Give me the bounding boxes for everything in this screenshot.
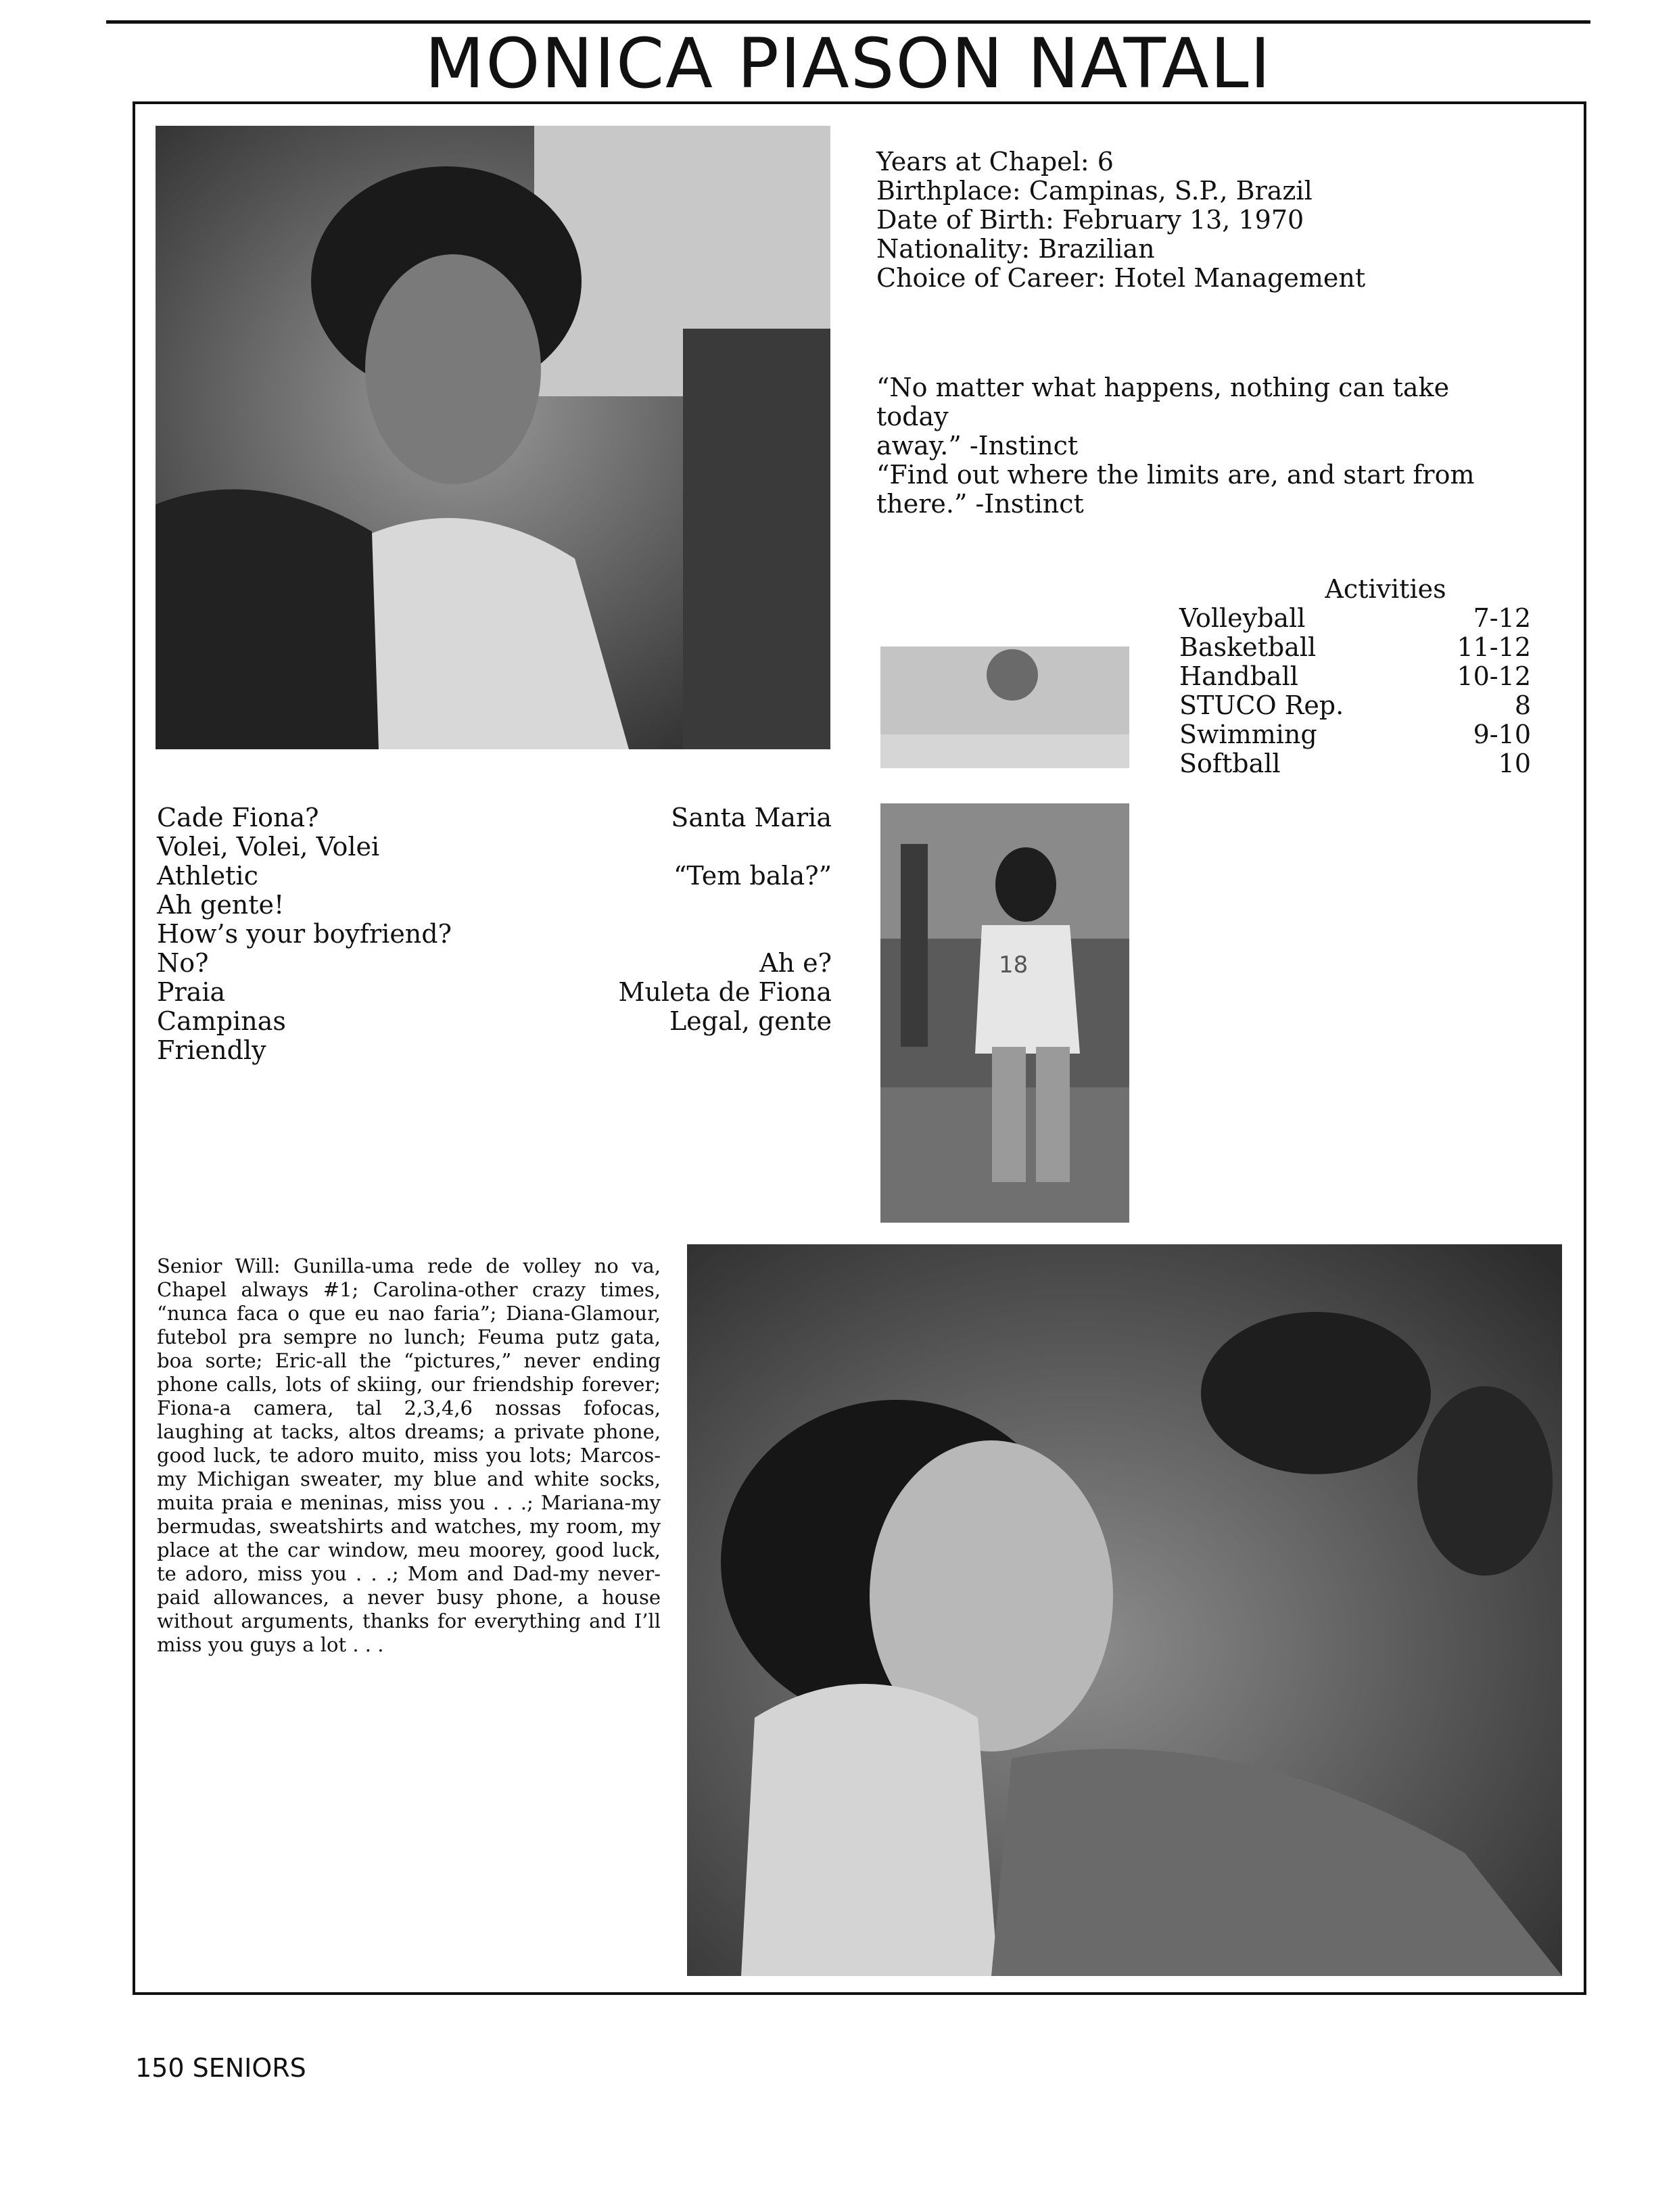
activities-list bbox=[1179, 575, 1531, 778]
activity-years: 9-10 bbox=[1473, 720, 1531, 749]
info-years: Years at Chapel: 6 bbox=[876, 147, 1114, 177]
nickname-item: Muleta de Fiona bbox=[618, 977, 832, 1007]
info-birthdate: Date of Birth: February 13, 1970 bbox=[876, 205, 1304, 235]
activity-name: STUCO Rep. bbox=[1179, 690, 1344, 720]
activity-years: 7-12 bbox=[1473, 603, 1531, 633]
activity-row bbox=[1179, 604, 1531, 633]
portrait-photo-car bbox=[156, 126, 830, 749]
quote-line: away.” -Instinct bbox=[876, 431, 1079, 461]
activity-row bbox=[1179, 691, 1531, 720]
activity-name: Softball bbox=[1179, 749, 1281, 778]
nicknames-left bbox=[157, 803, 509, 1065]
activity-row bbox=[1179, 633, 1531, 662]
portrait-photo-smiling bbox=[687, 1244, 1562, 1976]
info-birthplace: Birthplace: Campinas, S.P., Brazil bbox=[876, 176, 1313, 206]
nickname-item: Campinas bbox=[157, 1006, 286, 1036]
quote-line: “Find out where the limits are, and start from bbox=[876, 460, 1475, 490]
activity-years: 10 bbox=[1498, 749, 1531, 778]
senior-will: Senior Will: Gunilla-uma rede de volley no va, Chapel always #1; Carolina-other crazy times, “nunca faca o que eu nao faria”; Diana-Glamour, futebol pra sempre no lunch; Feuma putz gata, boa sorte; Eric-all the “pictures,” never ending phone calls, lots of skiing, our friendship forever; Fiona-a camera, tal 2,3,4,6 nossas fofocas, laughing at tacks, altos dreams; a private phone, good luck, te adoro muito, miss you lots; Marcos-my Michigan sweater, my blue and white socks, muita praia e meninas, miss you . . .; Mariana-my bermudas, sweatshirts and watches, my room, my place at the car window, meu moorey, good luck, te adoro, miss you . . .; Mom and Dad-my never-paid allowances, a never busy phone, a house without arguments, thanks for everything and I’ll miss you guys a lot . . . bbox=[157, 1254, 661, 1656]
activity-name: Swimming bbox=[1179, 720, 1317, 749]
info-career: Choice of Career: Hotel Management bbox=[876, 263, 1366, 293]
nickname-spacer bbox=[527, 920, 832, 949]
nicknames-right bbox=[527, 803, 832, 1036]
nickname-spacer bbox=[527, 891, 832, 920]
activity-years: 8 bbox=[1514, 690, 1531, 720]
quote-line: there.” -Instinct bbox=[876, 489, 1084, 519]
nickname-item: Volei, Volei, Volei bbox=[157, 832, 380, 862]
quotes bbox=[876, 373, 1526, 519]
nickname-item: Ah gente! bbox=[157, 890, 285, 920]
page-title: MONICA PIASON NATALI bbox=[425, 24, 1272, 104]
info-nationality: Nationality: Brazilian bbox=[876, 234, 1155, 264]
nickname-item: Praia bbox=[157, 977, 226, 1007]
nickname-item: Legal, gente bbox=[669, 1006, 832, 1036]
page-footer: 150 SENIORS bbox=[135, 2053, 306, 2083]
nickname-item: Friendly bbox=[157, 1035, 266, 1065]
activity-name: Basketball bbox=[1179, 632, 1317, 662]
quote-line: “No matter what happens, nothing can take today bbox=[876, 373, 1450, 431]
nickname-item: Cade Fiona? bbox=[157, 803, 319, 832]
activity-name: Handball bbox=[1179, 661, 1298, 691]
nickname-item: Athletic bbox=[157, 861, 258, 891]
activity-row bbox=[1179, 662, 1531, 691]
nickname-item: “Tem bala?” bbox=[673, 861, 832, 891]
activities-heading: Activities bbox=[1325, 574, 1446, 604]
activity-years: 11-12 bbox=[1457, 632, 1531, 662]
bio-info bbox=[876, 147, 1390, 293]
activity-row bbox=[1179, 749, 1531, 778]
nickname-spacer bbox=[527, 832, 832, 862]
volleyball-photo-ball bbox=[880, 646, 1129, 768]
volleyball-photo-player bbox=[880, 803, 1129, 1223]
activity-years: 10-12 bbox=[1457, 661, 1531, 691]
nickname-item: How’s your boyfriend? No? bbox=[157, 919, 452, 978]
jersey-number: 18 bbox=[999, 951, 1029, 979]
nickname-item: Santa Maria bbox=[671, 803, 832, 832]
activity-row bbox=[1179, 720, 1531, 749]
activity-name: Volleyball bbox=[1179, 603, 1306, 633]
nickname-item: Ah e? bbox=[759, 948, 832, 978]
